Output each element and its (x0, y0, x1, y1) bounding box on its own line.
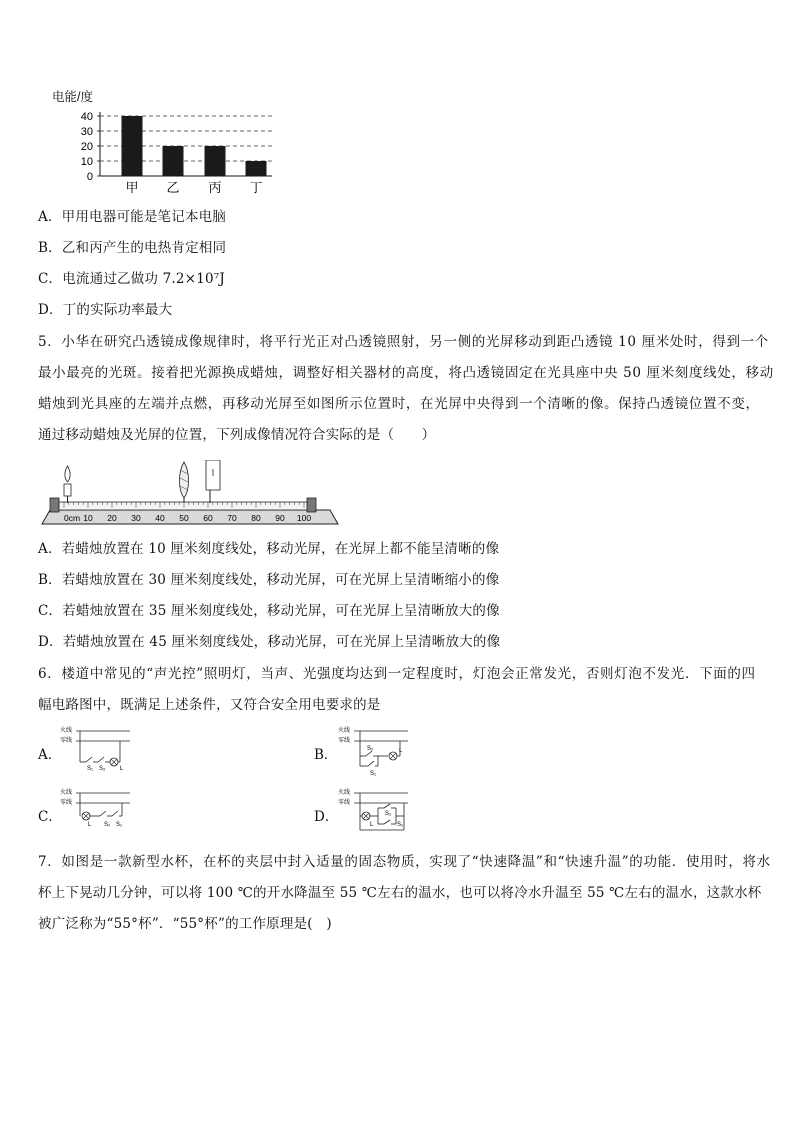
q5-option-b: B．若蜡烛放置在 30 厘米刻度线处，移动光屏，可在光屏上呈清晰缩小的像 (38, 572, 500, 588)
bench-scale-label: 70 (227, 513, 237, 523)
q5-option-d: D．若蜡烛放置在 45 厘米刻度线处，移动光屏，可在光屏上呈清晰放大的像 (38, 634, 501, 650)
neutral-wire-label: 零线 (60, 738, 73, 744)
q6-option-d-label: D． (314, 809, 339, 825)
bench-scale-label: 50 (179, 513, 189, 523)
chart-ytick-label: 0 (86, 171, 93, 183)
light-screen (206, 460, 220, 503)
q4-option-d: D．丁的实际功率最大 (38, 302, 173, 318)
switch-s1-label: S₁ (116, 822, 123, 828)
switch-s2-label: S₂ (385, 811, 392, 817)
chart-xtick-label: 丁 (249, 180, 263, 195)
neutral-wire-label: 零线 (338, 738, 351, 744)
bench-scale-label: 100 (296, 513, 312, 523)
bench-scale-label: 80 (251, 513, 261, 523)
circuit-c (60, 788, 140, 838)
q4-option-c: C．电流通过乙做功 7.2×10⁷J (38, 271, 226, 287)
bench-scale-label: 60 (203, 513, 213, 523)
switch-s1-label: S₁ (87, 766, 94, 772)
q7-stem-line-1: 7．如图是一款新型水杯，在杯的夹层中封入适量的固态物质，实现了“快速降温”和“快速升温”的功能．使用时，将水 (38, 854, 771, 870)
chart-bar-3 (205, 146, 226, 176)
energy-bar-chart (40, 82, 290, 202)
q5-stem-line-2: 最小最亮的光斑。接着把光源换成蜡烛，调整好相关器材的高度，将凸透镜固定在光具座中央 50 厘米刻度线处，移动 (38, 365, 774, 381)
q5-option-a: A．若蜡烛放置在 10 厘米刻度线处，移动光屏，在光屏上都不能呈清晰的像 (38, 541, 500, 557)
q6-option-b-label: B． (314, 747, 338, 763)
bench-scale-label: 90 (275, 513, 285, 523)
bench-scale-label: 40 (155, 513, 165, 523)
switch-s2-label: S₂ (367, 746, 374, 752)
q6-stem-line-2: 幅电路图中，既满足上述条件，又符合安全用电要求的是 (38, 697, 381, 713)
chart-bar-4 (246, 161, 267, 176)
chart-bar-2 (163, 146, 184, 176)
bench-rail (59, 502, 307, 510)
chart-xtick-label: 乙 (166, 180, 180, 195)
q6-stem-line-1: 6．楼道中常见的“声光控”照明灯，当声、光强度均达到一定程度时，灯泡会正常发光，否则灯泡不发光．下面的四 (38, 666, 756, 682)
convex-lens (180, 462, 189, 503)
q6-option-a-label: A． (38, 747, 62, 763)
bench-scale-label: 10 (83, 513, 93, 523)
circuit-a (60, 726, 140, 776)
circuit-b (338, 726, 418, 776)
chart-ytick-label: 10 (80, 156, 93, 168)
optical-bench-figure (40, 460, 340, 530)
lamp-label: L (88, 822, 92, 828)
q5-option-c: C．若蜡烛放置在 35 厘米刻度线处，移动光屏，可在光屏上呈清晰放大的像 (38, 603, 500, 619)
bench-scale-label: 30 (131, 513, 141, 523)
live-wire-label: 火线 (338, 790, 351, 796)
bench-left-post (50, 498, 59, 512)
bench-scale-label: 20 (107, 513, 117, 523)
bench-scale-label: 0cm (63, 513, 81, 523)
switch-s1-label: S₁ (397, 822, 404, 828)
neutral-wire-label: 零线 (338, 800, 351, 806)
lamp-label: L (399, 748, 403, 754)
chart-bar-1 (122, 116, 143, 176)
switch-s1-label: S₁ (370, 771, 377, 776)
q5-stem-line-4: 通过移动蜡烛及光屏的位置，下列成像情况符合实际的是（ ） (38, 427, 436, 443)
lamp-label: L (370, 822, 374, 828)
lamp-label: L (120, 766, 124, 772)
q4-option-b: B．乙和丙产生的电热肯定相同 (38, 240, 227, 256)
chart-ytick-label: 40 (80, 111, 93, 123)
live-wire-label: 火线 (60, 790, 73, 796)
chart-xtick-label: 丙 (208, 180, 222, 195)
q7-stem-line-3: 被广泛称为“55°杯”．“55°杯”的工作原理是( ) (38, 916, 332, 932)
circuit-d (338, 788, 418, 838)
chart-ylabel: 电能/度 (52, 90, 93, 104)
candle (64, 466, 71, 503)
neutral-wire-label: 零线 (60, 800, 73, 806)
chart-ytick-label: 20 (80, 141, 93, 153)
chart-xtick-label: 甲 (125, 180, 139, 195)
q6-option-c-label: C． (38, 809, 62, 825)
q4-option-a: A．甲用电器可能是笔记本电脑 (38, 209, 227, 225)
bench-right-post (307, 498, 316, 512)
q5-stem-line-3: 蜡烛到光具座的左端并点燃，再移动光屏至如图所示位置时，在光屏中央得到一个清晰的像。保持凸透镜位置不变， (38, 396, 760, 412)
switch-s2-label: S₂ (104, 822, 111, 828)
live-wire-label: 火线 (60, 728, 73, 734)
q7-stem-line-2: 杯上下晃动几分钟，可以将 100 ℃的开水降温至 55 ℃左右的温水，也可以将冷水升温至 55 ℃左右的温水，这款水杯 (38, 885, 762, 901)
q5-stem-line-1: 5．小华在研究凸透镜成像规律时，将平行光正对凸透镜照射，另一侧的光屏移动到距凸透镜 10 厘米处时，得到一个 (38, 334, 769, 350)
chart-ytick-label: 30 (80, 126, 93, 138)
live-wire-label: 火线 (338, 728, 351, 734)
switch-s2-label: S₂ (99, 766, 106, 772)
